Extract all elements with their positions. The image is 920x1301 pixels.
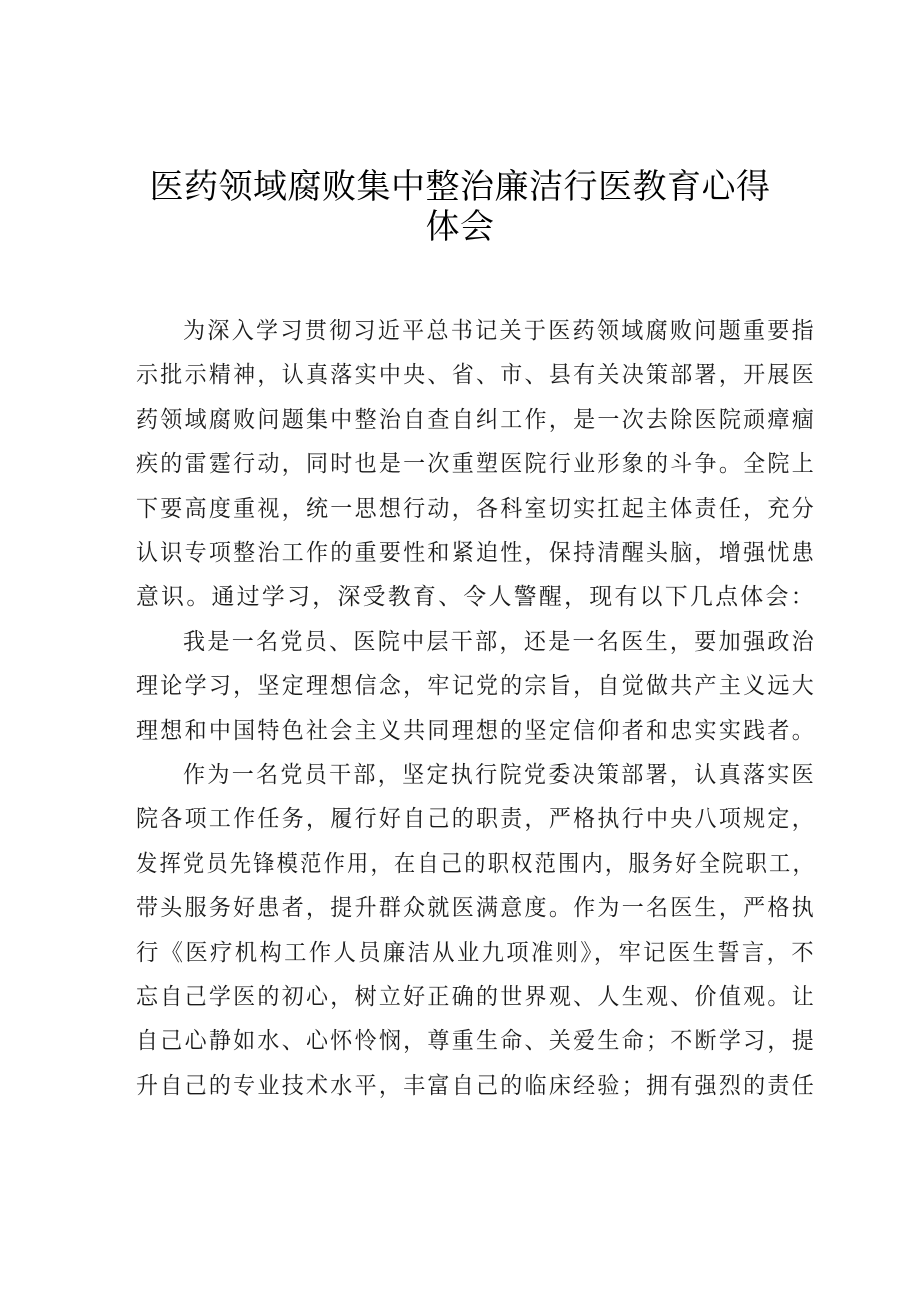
- body-line: 理想和中国特色社会主义共同理想的坚定信仰者和忠实实践者。: [136, 717, 816, 744]
- body-line: 下要高度重视，统一思想行动，各科室切实扛起主体责任，充分: [136, 495, 816, 522]
- body-line: 理论学习，坚定理想信念，牢记党的宗旨，自觉做共产主义远大: [136, 673, 816, 700]
- document-title-line-2: 体会: [425, 207, 495, 247]
- body-line: 发挥党员先锋模范作用，在自己的职权范围内，服务好全院职工，: [136, 850, 816, 877]
- body-line: 作为一名党员干部，坚定执行院党委决策部署，认真落实医: [183, 762, 816, 788]
- body-line: 带头服务好患者，提升群众就医满意度。作为一名医生，严格执: [136, 895, 816, 922]
- body-line: 示批示精神，认真落实中央、省、市、县有关决策部署，开展医: [136, 362, 816, 389]
- body-line: 为深入学习贯彻习近平总书记关于医药领域腐败问题重要指: [183, 318, 816, 344]
- body-line: 疾的雷霆行动，同时也是一次重塑医院行业形象的斗争。全院上: [136, 451, 816, 478]
- body-line: 认识专项整治工作的重要性和紧迫性，保持清醒头脑，增强忧患: [136, 540, 816, 566]
- body-line: 升自己的专业技术水平，丰富自己的临床经验；拥有强烈的责任: [136, 1072, 816, 1099]
- body-line: 我是一名党员、医院中层干部，还是一名医生，要加强政治: [183, 628, 816, 655]
- document-title-line-1: 医药领域腐败集中整治廉洁行医教育心得: [149, 167, 771, 207]
- body-line: 行《医疗机构工作人员廉洁从业九项准则》，牢记医生誓言，不: [136, 939, 816, 966]
- body-line: 忘自己学医的初心，树立好正确的世界观、人生观、价值观。让: [136, 984, 816, 1010]
- body-line: 意识。通过学习，深受教育、令人警醒，现有以下几点体会：: [136, 584, 816, 611]
- body-line: 自己心静如水、心怀怜悯，尊重生命、关爱生命；不断学习，提: [136, 1028, 816, 1055]
- body-line: 药领域腐败问题集中整治自查自纠工作，是一次去除医院顽瘴痼: [136, 406, 816, 433]
- body-line: 院各项工作任务，履行好自己的职责，严格执行中央八项规定，: [136, 806, 816, 833]
